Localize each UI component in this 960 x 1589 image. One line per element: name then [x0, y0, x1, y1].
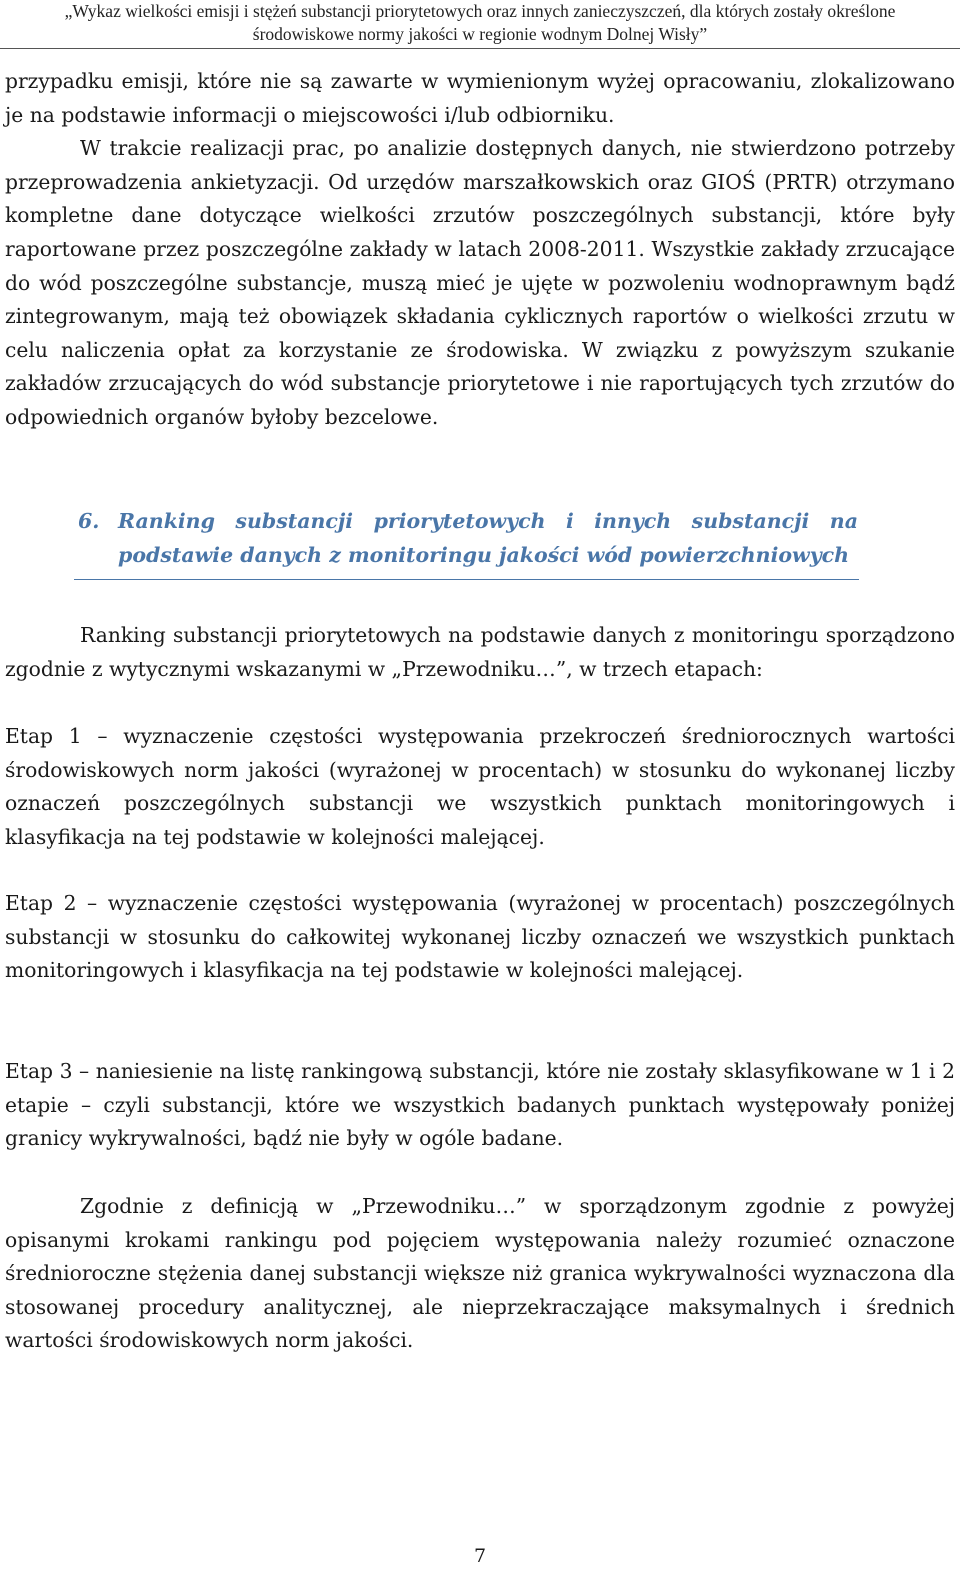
section-heading [78, 504, 858, 572]
section-number: 6. [78, 509, 100, 533]
running-header [0, 0, 960, 46]
header-divider [0, 48, 960, 49]
paragraph-definition: Zgodnie z definicją w „Przewodniku…” w sporządzonym zgodnie z powyżej opisanymi krokami rankingu pod pojęciem występowania należy rozumieć oznaczone średnioroczne stężenia danej substancji większe niż granica wykrywalności wyznaczona dla stosowanej procedury analitycznej, ale nieprzekraczające maksymalnych i średnich wartości środowiskowych norm jakości. [5, 1194, 955, 1353]
section-title-line1: Ranking substancji priorytetowych i innych substancji na [118, 509, 858, 533]
paragraph-etap-3: Etap 3 – naniesienie na listę rankingową substancji, które nie zostały sklasyfikowane w 1 i 2 etapie – czyli substancji, które we wszystkich badanych punktach występowały poniżej granicy wykrywalności, bądź nie były w ogóle badane. [5, 1059, 955, 1151]
running-header-line2: środowiskowe normy jakości w regionie wodnym Dolnej Wisły” [252, 24, 708, 44]
section-title-line2: podstawie danych z monitoringu jakości wód powierzchniowych [118, 543, 849, 567]
body-paragraphs-top [5, 65, 955, 435]
paragraph-etap-2: Etap 2 – wyznaczenie częstości występowania (wyrażonej w procentach) poszczególnych substancji w stosunku do całkowitej wykonanej liczby oznaczeń we wszystkich punktach monitoringowych i klasyfikacja na tej podstawie w kolejności malejącej. [5, 891, 955, 983]
paragraph-continuation: przypadku emisji, które nie są zawarte w wymienionym wyżej opracowaniu, zlokalizowano je na podstawie informacji o miejscowości i/lub odbiorniku. [5, 69, 955, 127]
running-header-line1: „Wykaz wielkości emisji i stężeń substancji priorytetowych oraz innych zanieczyszczeń, dla których zostały określone [64, 1, 896, 21]
page-number: 7 [473, 1545, 487, 1567]
paragraph-prtr: W trakcie realizacji prac, po analizie dostępnych danych, nie stwierdzono potrzeby przeprowadzenia ankietyzacji. Od urzędów marszałkowskich oraz GIOŚ (PRTR) otrzymano kompletne dane dotyczące wielkości zrzutów poszczególnych substancji, które były raportowane przez poszczególne zakłady w latach 2008-2011. Wszystkie zakłady zrzucające do wód poszczególne substancje, muszą mieć je ujęte w pozwoleniu wodnoprawnym bądź zintegrowanym, mają też obowiązek składania cyklicznych raportów o wielkości zrzutu w celu naliczenia opłat za korzystanie ze środowiska. W związku z powyższym szukanie zakładów zrzucających do wód substancje priorytetowe i nie raportujących tych zrzutów do odpowiednich organów byłoby bezcelowe. [5, 136, 955, 429]
paragraph-etap-1: Etap 1 – wyznaczenie częstości występowania przekroczeń średniorocznych wartości środowiskowych norm jakości (wyrażonej w procentach) w stosunku do wykonanej liczby oznaczeń poszczególnych substancji we wszystkich punktach monitoringowych i klasyfikacja na tej podstawie w kolejności malejącej. [5, 724, 955, 849]
heading-underline [74, 579, 859, 580]
paragraph-ranking-intro: Ranking substancji priorytetowych na podstawie danych z monitoringu sporządzono zgodnie z wytycznymi wskazanymi w „Przewodniku…”, w trzech etapach: [5, 623, 955, 681]
